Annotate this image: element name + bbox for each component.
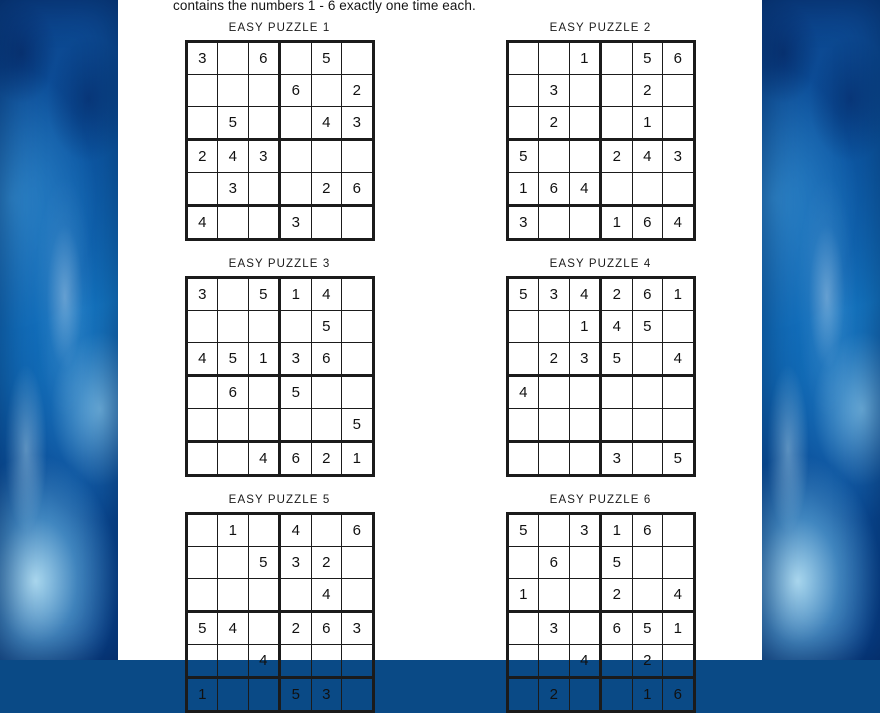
sudoku-row <box>186 75 373 107</box>
sudoku-cell[interactable] <box>632 343 663 376</box>
sudoku-cell[interactable] <box>248 173 280 206</box>
sudoku-cell[interactable] <box>186 107 218 140</box>
sudoku-cell[interactable] <box>311 514 342 547</box>
sudoku-cell[interactable]: 3 <box>280 206 312 240</box>
sudoku-cell[interactable]: 4 <box>663 579 695 612</box>
sudoku-cell[interactable]: 2 <box>632 645 663 678</box>
sudoku-cell[interactable]: 3 <box>539 75 570 107</box>
sudoku-grid[interactable] <box>185 40 375 241</box>
sudoku-cell[interactable] <box>342 140 374 173</box>
sudoku-cell[interactable]: 1 <box>507 579 539 612</box>
sudoku-cell[interactable]: 3 <box>248 140 280 173</box>
sudoku-cell[interactable]: 3 <box>186 278 218 311</box>
sudoku-cell[interactable] <box>280 311 312 343</box>
puzzle-grid-container <box>118 22 762 713</box>
puzzle-1 <box>185 22 375 241</box>
sudoku-cell[interactable] <box>342 678 374 712</box>
sudoku-cell[interactable] <box>311 645 342 678</box>
sudoku-cell[interactable] <box>218 678 249 712</box>
sudoku-cell[interactable]: 2 <box>539 107 570 140</box>
background-vignette <box>0 0 118 660</box>
sudoku-cell[interactable] <box>186 645 218 678</box>
sudoku-cell[interactable]: 5 <box>507 140 539 173</box>
sudoku-cell[interactable]: 3 <box>311 678 342 712</box>
sudoku-cell[interactable]: 1 <box>186 678 218 712</box>
puzzle-4 <box>506 258 696 477</box>
sudoku-row <box>186 140 373 173</box>
sudoku-row <box>507 42 694 75</box>
sudoku-cell[interactable]: 5 <box>311 311 342 343</box>
sudoku-cell[interactable] <box>539 206 570 240</box>
sudoku-cell[interactable] <box>280 645 312 678</box>
sudoku-cell[interactable]: 5 <box>218 107 249 140</box>
sudoku-cell[interactable]: 6 <box>342 514 374 547</box>
sudoku-cell[interactable]: 4 <box>663 343 695 376</box>
puzzle-row <box>118 22 762 241</box>
sudoku-cell[interactable]: 6 <box>218 376 249 409</box>
sudoku-cell[interactable] <box>248 579 280 612</box>
sudoku-cell[interactable] <box>539 140 570 173</box>
sudoku-cell[interactable] <box>507 678 539 712</box>
sudoku-cell[interactable] <box>601 678 633 712</box>
sudoku-cell[interactable]: 3 <box>569 514 601 547</box>
sudoku-cell[interactable] <box>342 311 374 343</box>
sudoku-cell[interactable] <box>601 173 633 206</box>
sudoku-row <box>507 514 694 547</box>
sudoku-cell[interactable] <box>342 579 374 612</box>
sudoku-row <box>186 107 373 140</box>
sudoku-cell[interactable]: 1 <box>632 678 663 712</box>
sudoku-cell[interactable] <box>539 514 570 547</box>
sudoku-cell[interactable] <box>601 75 633 107</box>
sudoku-row <box>186 42 373 75</box>
sudoku-cell[interactable]: 4 <box>601 311 633 343</box>
sudoku-cell[interactable] <box>186 75 218 107</box>
sudoku-cell[interactable]: 3 <box>663 140 695 173</box>
sudoku-cell[interactable]: 4 <box>311 579 342 612</box>
sudoku-row <box>186 278 373 311</box>
sudoku-row <box>186 442 373 476</box>
sudoku-cell[interactable] <box>218 442 249 476</box>
sudoku-cell[interactable]: 2 <box>280 612 312 645</box>
sudoku-row <box>507 75 694 107</box>
sudoku-cell[interactable]: 2 <box>601 579 633 612</box>
sudoku-row <box>186 547 373 579</box>
sudoku-cell[interactable] <box>186 376 218 409</box>
puzzle-title: EASY PUZZLE 3 <box>228 258 331 270</box>
sudoku-cell[interactable] <box>601 42 633 75</box>
sudoku-cell[interactable] <box>342 206 374 240</box>
sudoku-row <box>507 173 694 206</box>
sudoku-row <box>507 343 694 376</box>
sudoku-cell[interactable]: 3 <box>280 343 312 376</box>
sudoku-cell[interactable] <box>632 376 663 409</box>
sudoku-cell[interactable] <box>280 409 312 442</box>
sudoku-row <box>507 409 694 442</box>
sudoku-cell[interactable]: 5 <box>632 612 663 645</box>
sudoku-cell[interactable]: 6 <box>311 612 342 645</box>
sudoku-cell[interactable]: 5 <box>280 678 312 712</box>
sudoku-cell[interactable]: 3 <box>280 547 312 579</box>
sudoku-cell[interactable] <box>539 645 570 678</box>
sudoku-cell[interactable] <box>569 409 601 442</box>
sudoku-cell[interactable] <box>539 42 570 75</box>
sudoku-cell[interactable] <box>248 678 280 712</box>
sudoku-cell[interactable]: 2 <box>601 140 633 173</box>
background-vignette <box>762 0 880 660</box>
sudoku-cell[interactable] <box>280 42 312 75</box>
sudoku-cell[interactable] <box>507 645 539 678</box>
worksheet-sheet <box>118 0 762 703</box>
sudoku-cell[interactable] <box>186 442 218 476</box>
sudoku-cell[interactable]: 1 <box>601 206 633 240</box>
sudoku-cell[interactable]: 3 <box>342 612 374 645</box>
sudoku-cell[interactable]: 1 <box>569 311 601 343</box>
sudoku-cell[interactable] <box>218 547 249 579</box>
sudoku-cell[interactable]: 2 <box>539 678 570 712</box>
sudoku-cell[interactable]: 4 <box>218 612 249 645</box>
sudoku-cell[interactable] <box>569 579 601 612</box>
sudoku-cell[interactable]: 3 <box>342 107 374 140</box>
puzzle-3 <box>185 258 375 477</box>
sudoku-cell[interactable]: 6 <box>539 173 570 206</box>
sudoku-cell[interactable] <box>311 409 342 442</box>
sudoku-cell[interactable]: 6 <box>632 278 663 311</box>
sudoku-cell[interactable] <box>186 547 218 579</box>
puzzle-title: EASY PUZZLE 2 <box>549 22 652 34</box>
sudoku-cell[interactable]: 6 <box>311 343 342 376</box>
puzzle-row <box>118 494 762 713</box>
sudoku-cell[interactable]: 6 <box>632 206 663 240</box>
sudoku-row <box>507 107 694 140</box>
sudoku-grid[interactable] <box>185 276 375 477</box>
sudoku-cell[interactable]: 5 <box>342 409 374 442</box>
sudoku-cell[interactable] <box>311 206 342 240</box>
sudoku-cell[interactable]: 5 <box>632 42 663 75</box>
sudoku-cell[interactable] <box>507 311 539 343</box>
sudoku-cell[interactable]: 3 <box>539 278 570 311</box>
sudoku-cell[interactable] <box>507 107 539 140</box>
sudoku-cell[interactable] <box>569 75 601 107</box>
sudoku-cell[interactable] <box>218 409 249 442</box>
sudoku-cell[interactable] <box>569 206 601 240</box>
sudoku-cell[interactable] <box>248 612 280 645</box>
sudoku-cell[interactable] <box>280 107 312 140</box>
sudoku-cell[interactable] <box>601 645 633 678</box>
sudoku-cell[interactable]: 4 <box>569 278 601 311</box>
sudoku-cell[interactable] <box>539 409 570 442</box>
sudoku-cell[interactable]: 2 <box>311 173 342 206</box>
sudoku-cell[interactable]: 1 <box>280 278 312 311</box>
sudoku-cell[interactable]: 3 <box>218 173 249 206</box>
sudoku-cell[interactable] <box>342 278 374 311</box>
sudoku-cell[interactable]: 1 <box>218 514 249 547</box>
sudoku-row <box>186 173 373 206</box>
sudoku-row <box>186 376 373 409</box>
sudoku-cell[interactable] <box>507 442 539 476</box>
sudoku-cell[interactable] <box>280 173 312 206</box>
sudoku-cell[interactable]: 2 <box>601 278 633 311</box>
sudoku-cell[interactable] <box>632 547 663 579</box>
sudoku-cell[interactable]: 1 <box>507 173 539 206</box>
sudoku-cell[interactable] <box>280 579 312 612</box>
sudoku-cell[interactable]: 4 <box>569 173 601 206</box>
sudoku-cell[interactable] <box>248 107 280 140</box>
sudoku-row <box>186 311 373 343</box>
sudoku-cell[interactable]: 2 <box>311 442 342 476</box>
sudoku-cell[interactable] <box>632 442 663 476</box>
sudoku-cell[interactable] <box>539 579 570 612</box>
sudoku-cell[interactable] <box>248 206 280 240</box>
sudoku-cell[interactable] <box>248 514 280 547</box>
sudoku-cell[interactable]: 4 <box>186 206 218 240</box>
sudoku-cell[interactable]: 6 <box>280 75 312 107</box>
sudoku-cell[interactable] <box>539 442 570 476</box>
puzzle-title: EASY PUZZLE 4 <box>549 258 652 270</box>
sudoku-cell[interactable] <box>342 376 374 409</box>
sudoku-row <box>507 278 694 311</box>
sudoku-cell[interactable] <box>569 547 601 579</box>
sudoku-cell[interactable]: 4 <box>311 278 342 311</box>
sudoku-cell[interactable] <box>218 311 249 343</box>
sudoku-cell[interactable]: 6 <box>248 42 280 75</box>
sudoku-cell[interactable]: 2 <box>342 75 374 107</box>
sudoku-cell[interactable]: 2 <box>311 547 342 579</box>
sudoku-cell[interactable] <box>248 376 280 409</box>
sudoku-cell[interactable] <box>539 311 570 343</box>
sudoku-row <box>507 442 694 476</box>
puzzle-title: EASY PUZZLE 5 <box>228 494 331 506</box>
sudoku-cell[interactable] <box>663 409 695 442</box>
sudoku-cell[interactable] <box>507 42 539 75</box>
sudoku-grid[interactable] <box>506 40 696 241</box>
sudoku-cell[interactable]: 5 <box>507 514 539 547</box>
sudoku-row <box>186 645 373 678</box>
sudoku-cell[interactable] <box>569 612 601 645</box>
sudoku-cell[interactable]: 4 <box>280 514 312 547</box>
background-left-decoration <box>0 0 118 660</box>
row-spacer <box>118 241 762 258</box>
sudoku-cell[interactable] <box>186 311 218 343</box>
sudoku-cell[interactable] <box>539 376 570 409</box>
sudoku-row <box>186 409 373 442</box>
sudoku-row <box>186 514 373 547</box>
sudoku-cell[interactable]: 5 <box>248 278 280 311</box>
sudoku-cell[interactable]: 3 <box>186 42 218 75</box>
puzzle-title: EASY PUZZLE 6 <box>549 494 652 506</box>
sudoku-cell[interactable] <box>507 75 539 107</box>
instructions-text: contains the numbers 1 - 6 exactly one time each. <box>173 0 476 13</box>
sudoku-cell[interactable]: 4 <box>248 645 280 678</box>
sudoku-row <box>507 579 694 612</box>
sudoku-cell[interactable]: 5 <box>218 343 249 376</box>
sudoku-grid[interactable] <box>185 512 375 713</box>
sudoku-cell[interactable] <box>311 75 342 107</box>
sudoku-row <box>186 612 373 645</box>
sudoku-cell[interactable] <box>507 409 539 442</box>
sudoku-cell[interactable]: 4 <box>311 107 342 140</box>
puzzle-2 <box>506 22 696 241</box>
sudoku-cell[interactable] <box>632 409 663 442</box>
sudoku-cell[interactable]: 5 <box>248 547 280 579</box>
sudoku-cell[interactable] <box>311 140 342 173</box>
sudoku-cell[interactable]: 6 <box>663 678 695 712</box>
sudoku-cell[interactable] <box>569 107 601 140</box>
sudoku-cell[interactable]: 5 <box>632 311 663 343</box>
puzzle-6 <box>506 494 696 713</box>
sudoku-cell[interactable]: 1 <box>248 343 280 376</box>
sudoku-row <box>507 612 694 645</box>
sudoku-cell[interactable] <box>218 75 249 107</box>
sudoku-cell[interactable]: 4 <box>248 442 280 476</box>
sudoku-cell[interactable] <box>507 343 539 376</box>
sudoku-cell[interactable]: 5 <box>601 343 633 376</box>
sudoku-row <box>507 140 694 173</box>
sudoku-cell[interactable]: 4 <box>632 140 663 173</box>
sudoku-row <box>507 678 694 712</box>
sudoku-cell[interactable] <box>186 409 218 442</box>
sudoku-cell[interactable]: 3 <box>539 612 570 645</box>
sudoku-row <box>186 678 373 712</box>
sudoku-cell[interactable] <box>342 547 374 579</box>
sudoku-row <box>186 206 373 240</box>
sudoku-cell[interactable] <box>663 107 695 140</box>
sudoku-row <box>507 206 694 240</box>
sudoku-cell[interactable] <box>569 678 601 712</box>
sudoku-cell[interactable]: 3 <box>507 206 539 240</box>
sudoku-cell[interactable] <box>663 645 695 678</box>
sudoku-cell[interactable] <box>186 579 218 612</box>
sudoku-cell[interactable] <box>507 612 539 645</box>
sudoku-cell[interactable]: 5 <box>280 376 312 409</box>
sudoku-cell[interactable]: 1 <box>342 442 374 476</box>
sudoku-cell[interactable]: 6 <box>663 42 695 75</box>
sudoku-row <box>507 376 694 409</box>
sudoku-cell[interactable]: 4 <box>507 376 539 409</box>
sudoku-cell[interactable] <box>663 376 695 409</box>
sudoku-cell[interactable] <box>663 75 695 107</box>
sudoku-cell[interactable]: 1 <box>632 107 663 140</box>
sudoku-cell[interactable]: 6 <box>342 173 374 206</box>
sudoku-cell[interactable] <box>663 173 695 206</box>
sudoku-cell[interactable]: 6 <box>632 514 663 547</box>
sudoku-cell[interactable] <box>632 173 663 206</box>
puzzle-title: EASY PUZZLE 1 <box>228 22 331 34</box>
sudoku-cell[interactable]: 5 <box>601 547 633 579</box>
sudoku-cell[interactable] <box>342 645 374 678</box>
sudoku-cell[interactable]: 4 <box>186 343 218 376</box>
sudoku-cell[interactable] <box>663 514 695 547</box>
sudoku-row <box>186 343 373 376</box>
sudoku-cell[interactable]: 5 <box>186 612 218 645</box>
sudoku-cell[interactable]: 3 <box>601 442 633 476</box>
sudoku-cell[interactable] <box>218 206 249 240</box>
sudoku-cell[interactable] <box>248 311 280 343</box>
sudoku-cell[interactable]: 2 <box>632 75 663 107</box>
sudoku-row <box>507 645 694 678</box>
row-spacer <box>118 477 762 494</box>
sudoku-row <box>186 579 373 612</box>
sudoku-cell[interactable] <box>280 140 312 173</box>
sudoku-cell[interactable] <box>218 278 249 311</box>
sudoku-cell[interactable]: 3 <box>569 343 601 376</box>
sudoku-cell[interactable] <box>186 514 218 547</box>
sudoku-cell[interactable] <box>218 645 249 678</box>
sudoku-cell[interactable] <box>186 173 218 206</box>
sudoku-cell[interactable] <box>342 343 374 376</box>
sudoku-cell[interactable]: 5 <box>311 42 342 75</box>
sudoku-row <box>507 547 694 579</box>
sudoku-cell[interactable] <box>218 579 249 612</box>
sudoku-cell[interactable] <box>248 409 280 442</box>
sudoku-cell[interactable] <box>663 547 695 579</box>
sudoku-cell[interactable]: 6 <box>539 547 570 579</box>
sudoku-cell[interactable]: 5 <box>507 278 539 311</box>
sudoku-cell[interactable] <box>569 140 601 173</box>
sudoku-cell[interactable]: 1 <box>601 514 633 547</box>
sudoku-cell[interactable]: 4 <box>663 206 695 240</box>
sudoku-cell[interactable]: 6 <box>280 442 312 476</box>
sudoku-cell[interactable] <box>342 42 374 75</box>
sudoku-cell[interactable] <box>632 579 663 612</box>
sudoku-cell[interactable]: 6 <box>601 612 633 645</box>
sudoku-cell[interactable] <box>248 75 280 107</box>
sudoku-cell[interactable] <box>601 376 633 409</box>
puzzle-row <box>118 258 762 477</box>
sudoku-row <box>507 311 694 343</box>
sudoku-cell[interactable]: 1 <box>663 612 695 645</box>
sudoku-cell[interactable]: 2 <box>186 140 218 173</box>
sudoku-cell[interactable]: 5 <box>663 442 695 476</box>
puzzle-5 <box>185 494 375 713</box>
background-right-decoration <box>762 0 880 660</box>
sudoku-cell[interactable]: 1 <box>663 278 695 311</box>
sudoku-cell[interactable] <box>218 42 249 75</box>
sudoku-grid[interactable] <box>506 276 696 477</box>
sudoku-grid[interactable] <box>506 512 696 713</box>
sudoku-cell[interactable]: 4 <box>569 645 601 678</box>
sudoku-cell[interactable] <box>601 409 633 442</box>
sudoku-cell[interactable] <box>507 547 539 579</box>
sudoku-cell[interactable]: 4 <box>218 140 249 173</box>
sudoku-cell[interactable] <box>663 311 695 343</box>
sudoku-cell[interactable] <box>569 442 601 476</box>
sudoku-cell[interactable]: 2 <box>539 343 570 376</box>
sudoku-cell[interactable] <box>569 376 601 409</box>
sudoku-cell[interactable] <box>311 376 342 409</box>
sudoku-cell[interactable]: 1 <box>569 42 601 75</box>
sudoku-cell[interactable] <box>601 107 633 140</box>
